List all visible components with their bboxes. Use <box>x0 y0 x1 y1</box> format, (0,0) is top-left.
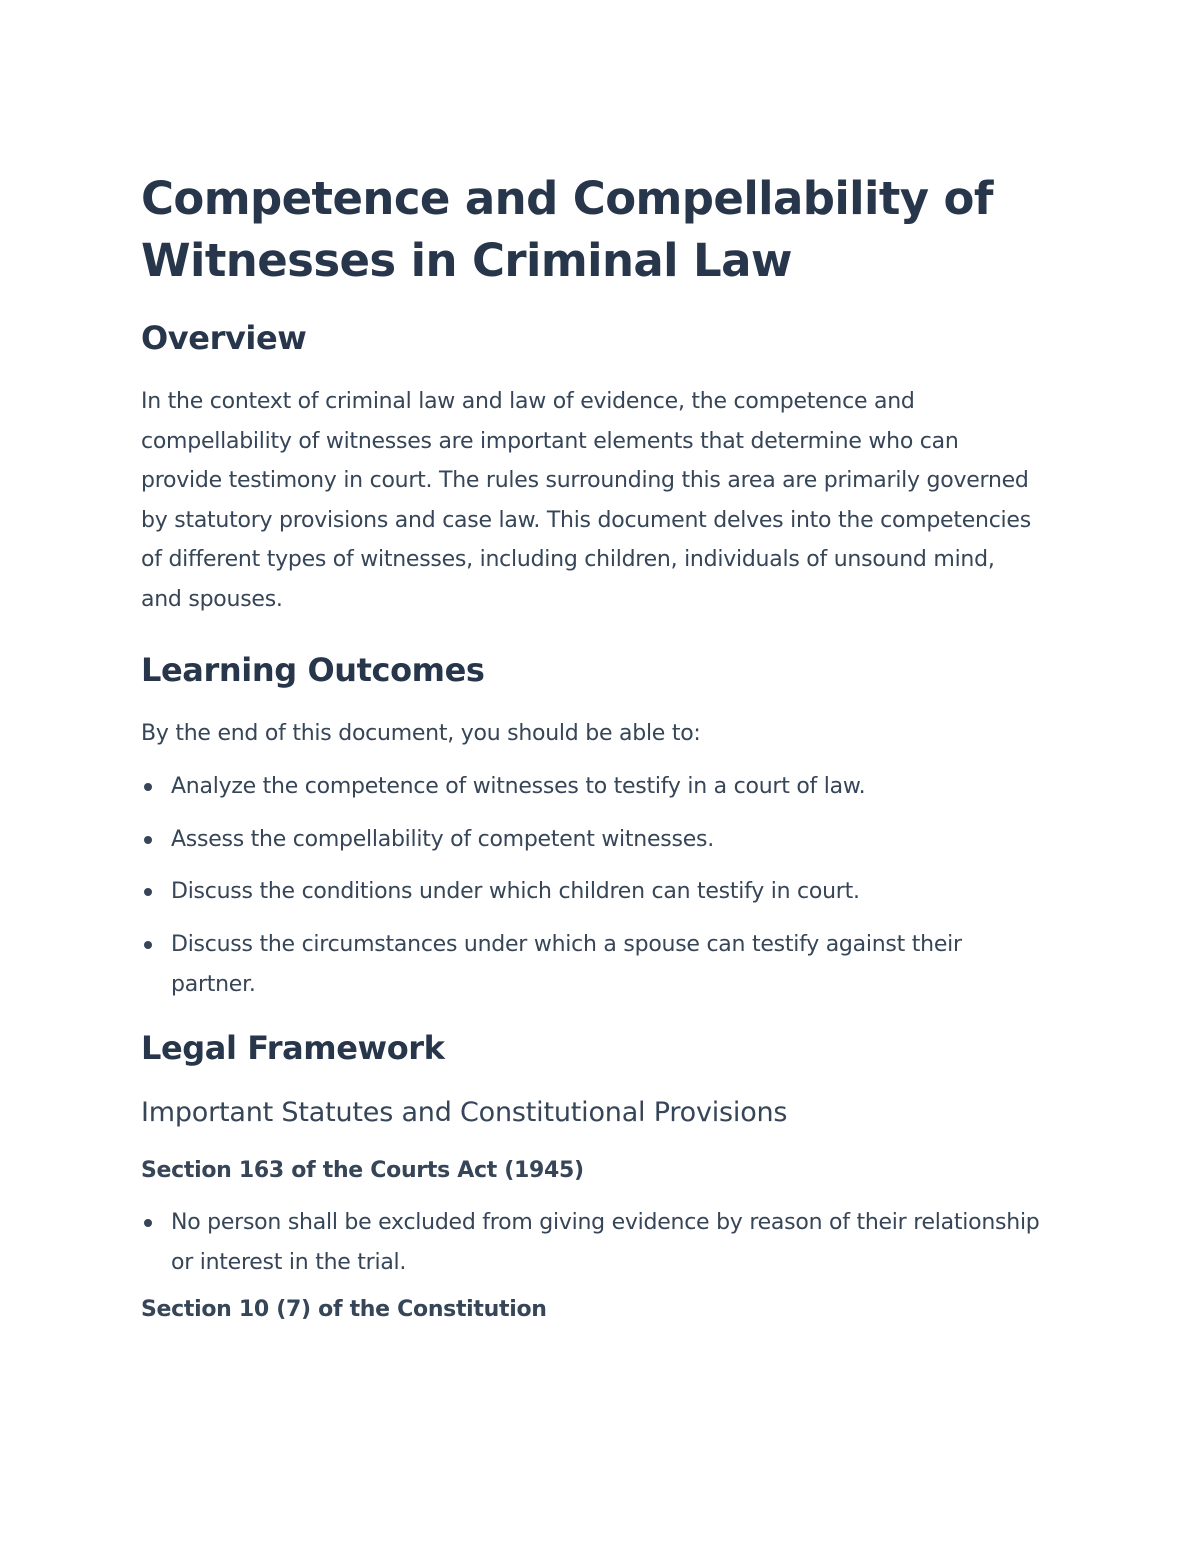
list-item-text: Assess the compellability of competent witnesses. <box>171 826 714 852</box>
list-item-text: Discuss the circumstances under which a spouse can testify against their partner. <box>171 931 962 997</box>
list-item <box>141 820 1041 860</box>
bullet-icon <box>144 941 152 949</box>
bullet-icon <box>144 1219 152 1227</box>
list-item <box>141 767 1041 807</box>
courts-act-list <box>141 1203 1041 1282</box>
overview-heading: Overview <box>141 319 307 357</box>
list-item-text: Discuss the conditions under which children can testify in court. <box>171 879 860 905</box>
list-item-text: Analyze the competence of witnesses to testify in a court of law. <box>171 774 866 800</box>
bullet-icon <box>144 836 152 844</box>
statutes-subheading: Important Statutes and Constitutional Provisions <box>141 1097 788 1129</box>
learning-outcomes-list <box>141 767 1041 1004</box>
list-item-text: No person shall be excluded from giving evidence by reason of their relationship or interest in the trial. <box>171 1210 1040 1275</box>
constitution-heading: Section 10 (7) of the Constitution <box>141 1297 547 1323</box>
list-item <box>141 925 1041 1004</box>
legal-framework-heading: Legal Framework <box>141 1029 445 1068</box>
list-item <box>141 1203 1041 1282</box>
document-page <box>141 168 1041 1325</box>
overview-paragraph: In the context of criminal law and law of evidence, the competence and compellability of witnesses are important elements that determine who can provide testimony in court. The rules surrounding this area are primarily governed by statutory provisions and case law. This document delves into the competencies of different types of witnesses, including children, individuals of unsound mind, and spouses. <box>141 389 1031 612</box>
bullet-icon <box>144 783 152 791</box>
list-item <box>141 872 1041 912</box>
learning-outcomes-intro: By the end of this document, you should be able to: <box>141 720 701 746</box>
learning-outcomes-heading: Learning Outcomes <box>141 650 485 689</box>
courts-act-heading: Section 163 of the Courts Act (1945) <box>141 1158 584 1184</box>
document-title: Competence and Compellability of Witnesses in Criminal Law <box>141 172 993 287</box>
bullet-icon <box>144 888 152 896</box>
